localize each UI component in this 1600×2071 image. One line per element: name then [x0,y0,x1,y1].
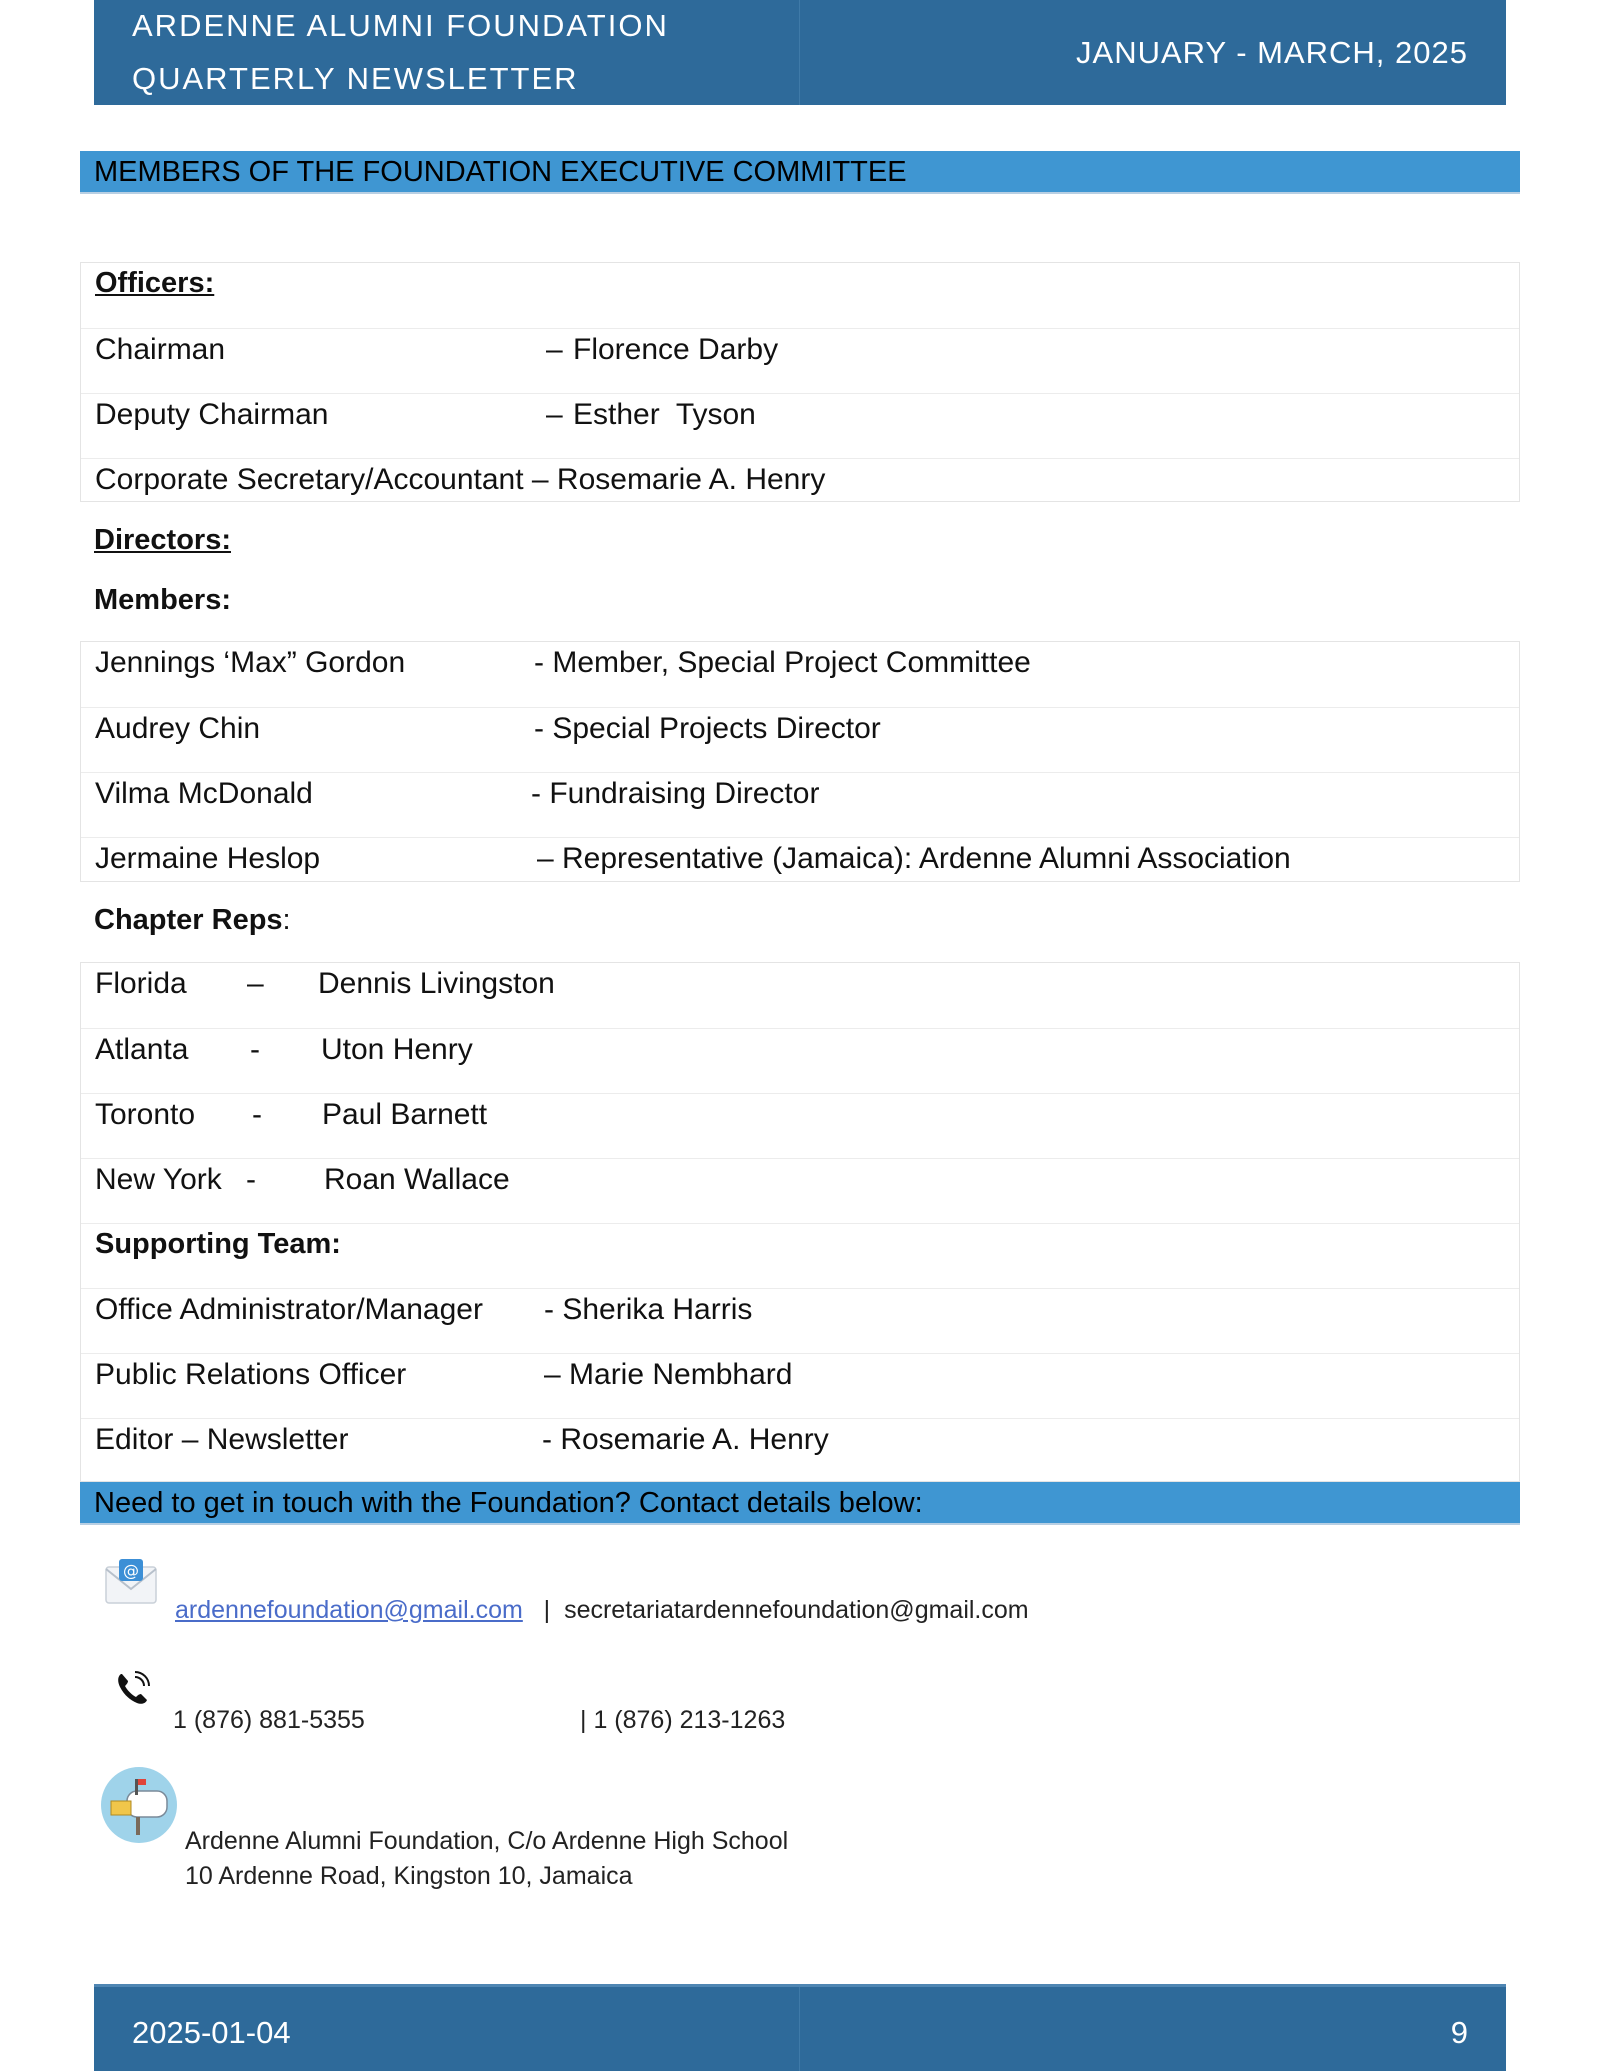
newsletter-subtitle: QUARTERLY NEWSLETTER [132,61,579,96]
officers-table [80,262,1520,502]
newsletter-period: JANUARY - MARCH, 2025 [1076,35,1468,70]
table-row [81,1028,1519,1093]
team-role: Editor – Newsletter [95,1423,349,1456]
chapter-rep-name: Uton Henry [321,1033,473,1066]
address-line-2: 10 Ardenne Road, Kingston 10, Jamaica [185,1862,633,1890]
member-name: Audrey Chin [95,712,261,745]
officers-heading: Officers: [95,267,215,299]
newsletter-footer [94,1984,1506,2071]
member-role: - Special Projects Director [534,712,881,745]
email-separator: | [543,1596,551,1624]
member-name: Jermaine Heslop [95,842,321,875]
chapter-reps-label: Chapter Reps [94,904,283,936]
member-name: Jennings ‘Max” Gordon [95,646,406,679]
mailbox-icon [99,1765,179,1845]
newsletter-header [94,0,1506,105]
table-row [81,963,1519,1028]
chapter-reps-heading [94,904,291,937]
table-row [81,458,1519,503]
phone-secondary: | 1 (876) 213-1263 [580,1706,786,1734]
chapter-rep-name: Paul Barnett [322,1098,488,1131]
team-role: Public Relations Officer [95,1358,407,1391]
officer-line: Corporate Secretary/Accountant – Rosemarie A. Henry [95,463,826,496]
table-row [81,772,1519,837]
table-row [81,1158,1519,1223]
phone-primary: 1 (876) 881-5355 [173,1706,365,1734]
table-row [81,328,1519,393]
chapter-rep-name: Roan Wallace [324,1163,510,1196]
email-primary-link[interactable]: ardennefoundation@gmail.com [175,1596,523,1624]
section-title: MEMBERS OF THE FOUNDATION EXECUTIVE COMMITTEE [80,151,1520,194]
officer-name: Florence Darby [573,333,779,366]
email-line [175,1596,1029,1625]
svg-text:@: @ [123,1561,139,1580]
chapter-city: Atlanta [95,1033,189,1066]
members-table [80,641,1520,882]
phone-icon [113,1668,153,1708]
officers-heading-row [81,263,1519,328]
officer-separator: – [546,333,563,366]
table-row [81,642,1519,707]
table-row [81,837,1519,883]
chapter-city: New York [95,1163,222,1196]
chapter-separator: - [252,1098,262,1131]
contact-bar: Need to get in touch with the Foundation? Contact details below: [80,1482,1520,1525]
team-member-name: - Rosemarie A. Henry [542,1423,829,1456]
table-row [81,707,1519,772]
officer-role: Deputy Chairman [95,398,329,431]
chapter-separator: - [250,1033,260,1066]
chapter-separator: – [247,967,264,1000]
address-line-1: Ardenne Alumni Foundation, C/o Ardenne High School [185,1827,789,1855]
team-member-name: – Marie Nembhard [544,1358,793,1391]
footer-date: 2025-01-04 [132,2015,291,2050]
table-row [81,1288,1519,1353]
table-row [81,1093,1519,1158]
header-divider [799,0,800,105]
chapter-city: Toronto [95,1098,196,1131]
chapter-reps-colon: : [282,904,291,936]
envelope-icon [104,1557,158,1607]
chapter-separator: - [246,1163,256,1196]
supporting-team-heading-row [81,1223,1519,1288]
table-row [81,1418,1519,1483]
team-member-name: - Sherika Harris [544,1293,753,1326]
org-name: ARDENNE ALUMNI FOUNDATION [132,8,669,43]
table-row [81,1353,1519,1418]
supporting-team-heading: Supporting Team: [95,1228,341,1260]
chapter-city: Florida [95,967,187,1000]
team-role: Office Administrator/Manager [95,1293,483,1326]
members-heading: Members: [94,584,231,616]
chapter-reps-table [80,962,1520,1482]
directors-heading: Directors: [94,524,231,556]
member-role: - Member, Special Project Committee [534,646,1031,679]
footer-divider [799,1987,800,2071]
page-number: 9 [1450,2015,1468,2050]
table-row [81,393,1519,458]
email-secondary: secretariatardennefoundation@gmail.com [564,1596,1029,1624]
member-role: - Fundraising Director [531,777,820,810]
officer-name: Esther Tyson [573,398,756,431]
officer-separator: – [546,398,563,431]
member-name: Vilma McDonald [95,777,313,810]
member-role: – Representative (Jamaica): Ardenne Alumni Association [537,842,1291,875]
officer-role: Chairman [95,333,226,366]
chapter-rep-name: Dennis Livingston [318,967,555,1000]
